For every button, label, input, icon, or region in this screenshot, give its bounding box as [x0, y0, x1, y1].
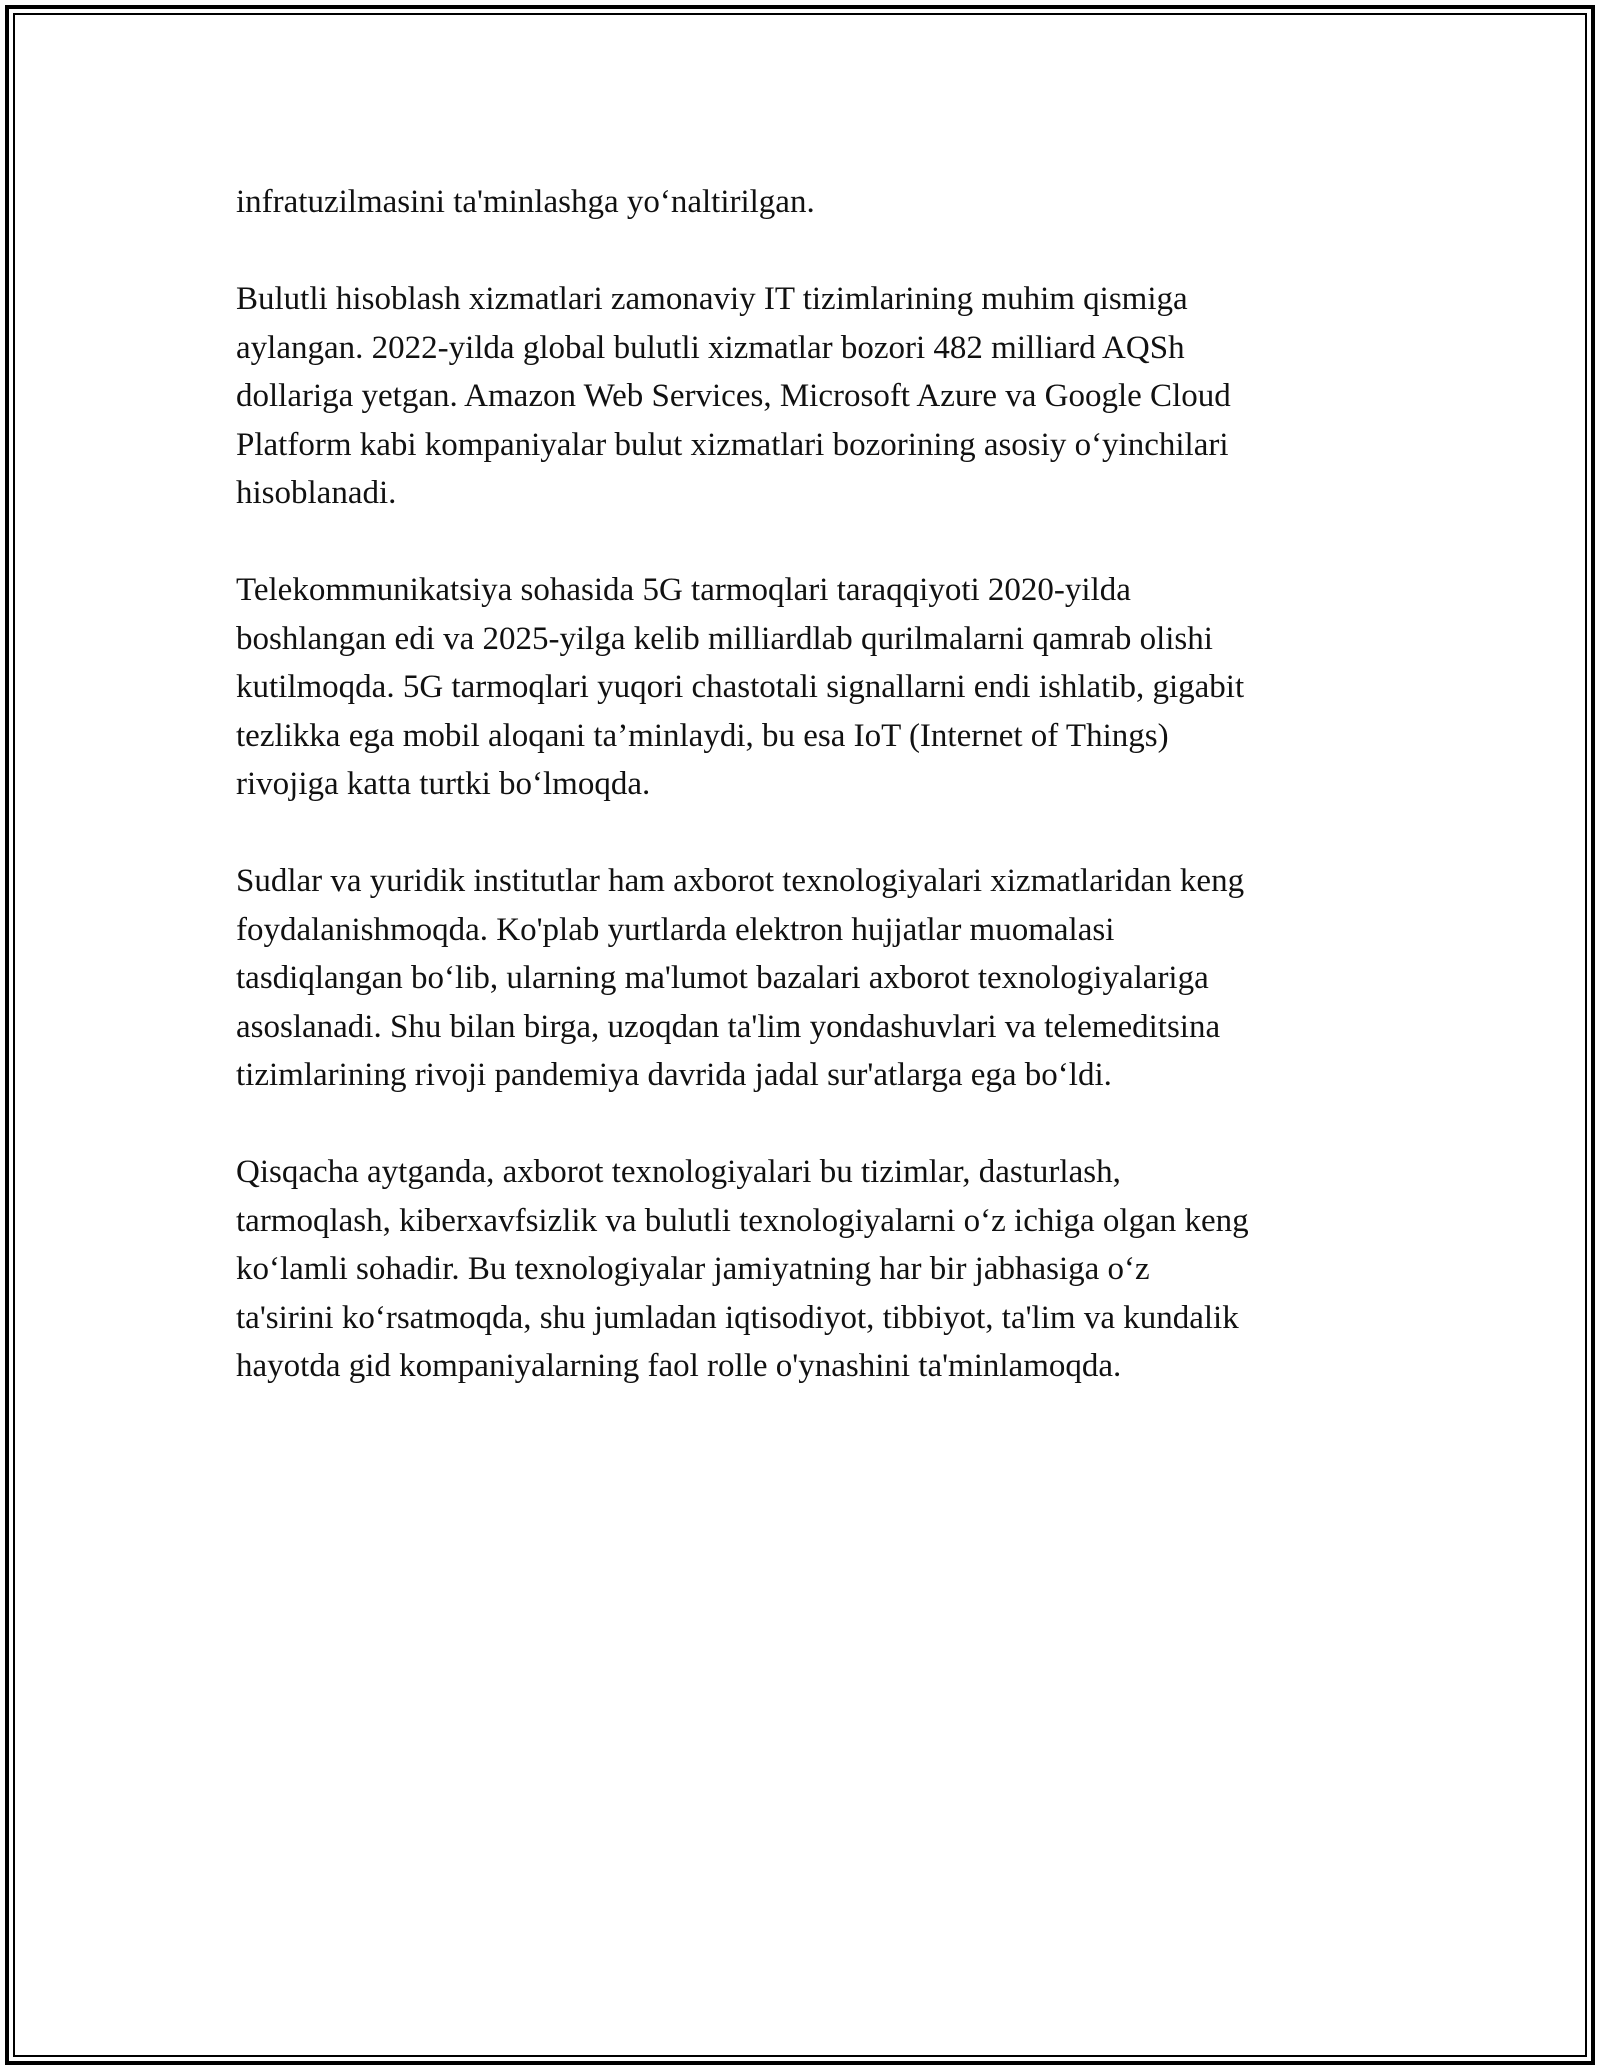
document-body: [236, 178, 1371, 1439]
paragraph-telecommunications: Telekommunikatsiya sohasida 5G tarmoqlari taraqqiyoti 2020-yilda boshlangan edi va 2025-yilga kelib milliardlab qurilmalarni qamrab olishi kutilmoqda. 5G tarmoqlari yuqori chastotali signallarni endi ishlatib, gigabit tezlikka ega mobil aloqani ta’minlaydi, bu esa IoT (Internet of Things) rivojiga katta turtki bo‘lmoqda.: [236, 572, 1245, 802]
paragraph-continuation: infratuzilmasini ta'minlashga yo‘naltirilgan.: [236, 184, 815, 220]
paragraph-legal-institutions: Sudlar va yuridik institutlar ham axborot texnologiyalari xizmatlaridan keng foydalanishmoqda. Ko'plab yurtlarda elektron hujjatlar muomalasi tasdiqlangan bo‘lib, ularning ma'lumot bazalari axborot texnologiyalariga asoslanadi. Shu bilan birga, uzoqdan ta'lim yondashuvlari va telemeditsina tizimlarining rivoji pandemiya davrida jadal sur'atlarga ega bo‘ldi.: [236, 863, 1245, 1093]
paragraph-cloud-computing: Bulutli hisoblash xizmatlari zamonaviy IT tizimlarining muhim qismiga aylangan. 2022-yilda global bulutli xizmatlar bozori 482 milliard AQSh dollariga yetgan. Amazon Web Services, Microsoft Azure va Google Cloud Platform kabi kompaniyalar bulut xizmatlari bozorining asosiy o‘yinchilari hisoblanadi.: [236, 281, 1231, 511]
paragraph-summary: Qisqacha aytganda, axborot texnologiyalari bu tizimlar, dasturlash, tarmoqlash, kiberxavfsizlik va bulutli texnologiyalarni o‘z ichiga olgan keng ko‘lamli sohadir. Bu texnologiyalar jamiyatning har bir jabhasiga o‘z ta'sirini ko‘rsatmoqda, shu jumladan iqtisodiyot, tibbiyot, ta'lim va kundalik hayotda gid kompaniyalarning faol rolle o'ynashini ta'minlamoqda.: [236, 1154, 1249, 1384]
